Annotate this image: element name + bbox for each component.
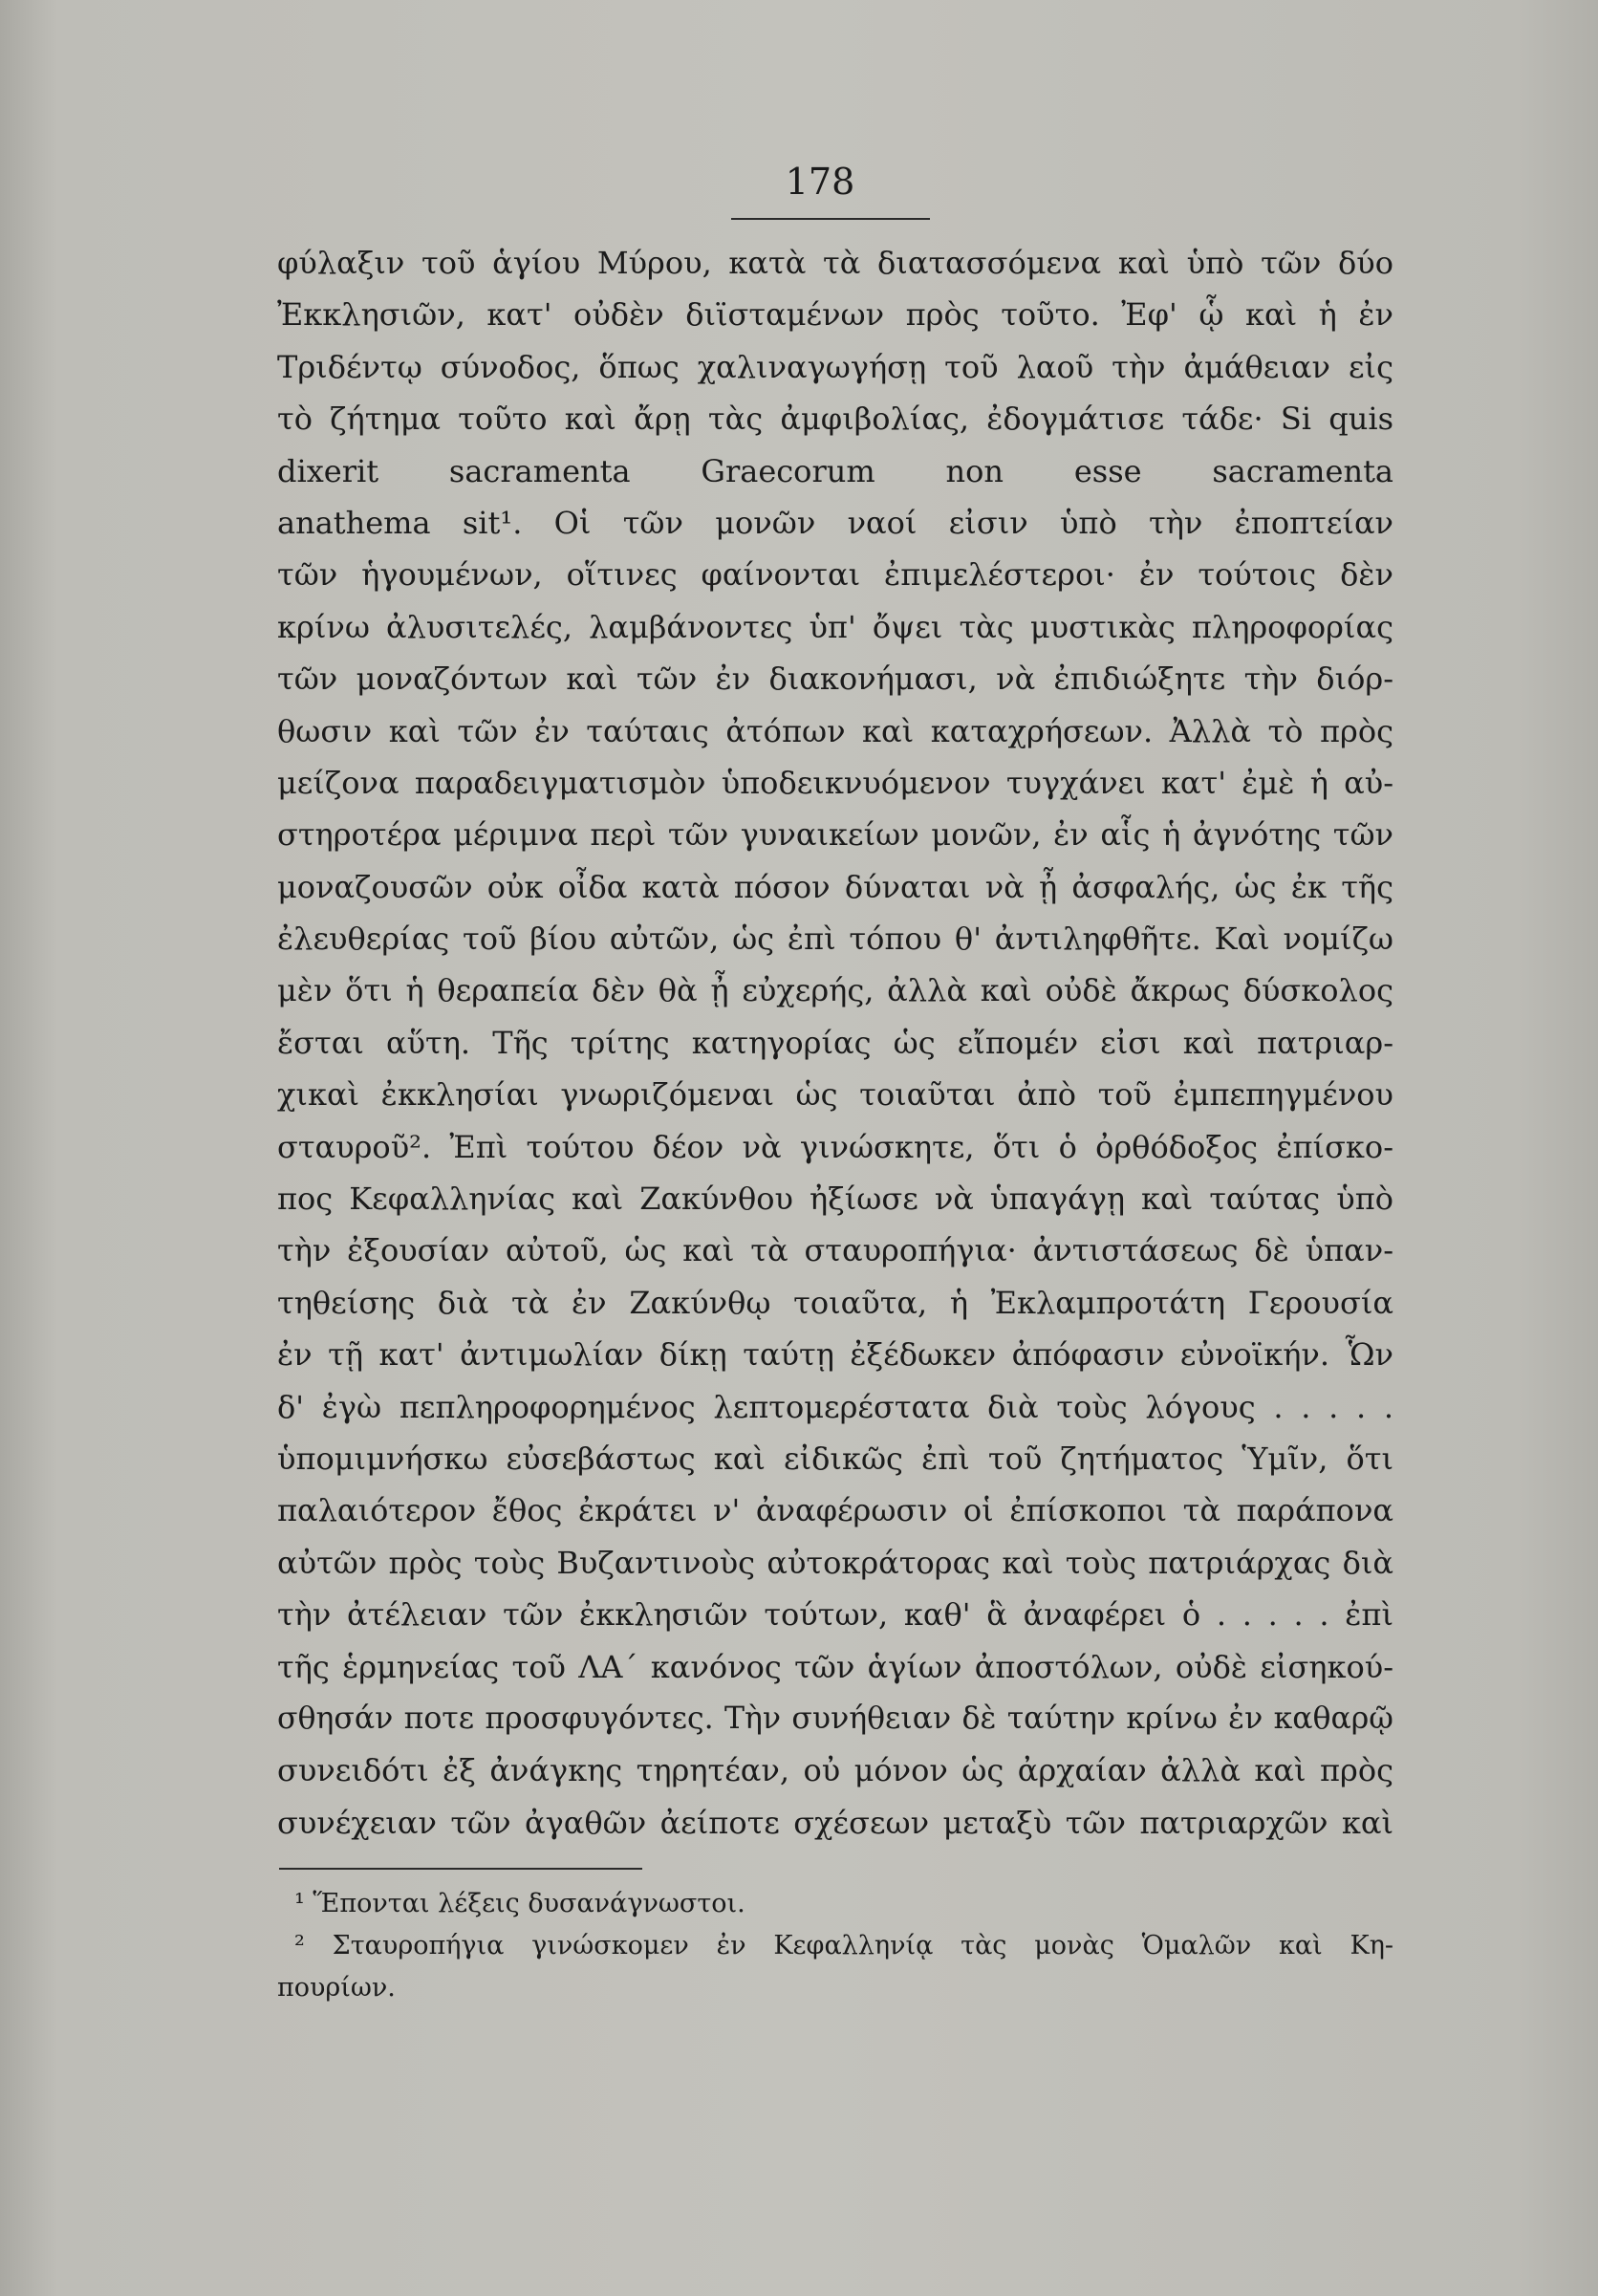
- text-line: παλαιότερον ἔθος ἐκράτει ν' ἀναφέρωσιν οἱ ἐπίσκοποι τὰ παράπονα: [277, 1492, 1393, 1529]
- text-line: Ἐκκλησιῶν, κατ' οὐδὲν διϊσταμένων πρὸς τοῦτο. Ἐφ' ᾧ καὶ ἡ ἐν: [277, 296, 1393, 334]
- text-line: anathema sit¹. Οἱ τῶν μονῶν ναοί εἰσιν ὑπὸ τὴν ἐποπτείαν: [277, 504, 1393, 541]
- text-line: τὴν ἀτέλειαν τῶν ἐκκλησιῶν τούτων, καθ' ἃ ἀναφέρει ὁ . . . . . ἐπὶ: [277, 1596, 1393, 1634]
- text-line: τῆς ἑρμηνείας τοῦ ΛΑ΄ κανόνος τῶν ἁγίων ἀποστόλων, οὐδὲ εἰσηκού-: [277, 1648, 1393, 1685]
- page-number: 178: [785, 161, 855, 203]
- header-rule: [731, 218, 930, 220]
- text-line: αὐτῶν πρὸς τοὺς Βυζαντινοὺς αὐτοκράτορας καὶ τοὺς πατριάρχας διὰ: [277, 1544, 1393, 1581]
- footnote-rule: [279, 1868, 642, 1870]
- footnote-2: ² Σταυροπήγια γινώσκομεν ἐν Κεφαλληνίᾳ τὰς μονὰς Ὁμαλῶν καὶ Κη-: [294, 1931, 1393, 1960]
- text-line: ἔσται αὕτη. Τῆς τρίτης κατηγορίας ὡς εἴπομέν εἰσι καὶ πατριαρ-: [277, 1024, 1393, 1061]
- footnote-2-continuation: πουρίων.: [277, 1973, 396, 2003]
- text-line: σταυροῦ². Ἐπὶ τούτου δέον νὰ γινώσκητε, ὅτι ὁ ὀρθόδοξος ἐπίσκο-: [277, 1128, 1393, 1165]
- text-line: τῶν ἡγουμένων, οἵτινες φαίνονται ἐπιμελέστεροι· ἐν τούτοις δὲν: [277, 556, 1393, 594]
- text-line: χικαὶ ἐκκλησίαι γνωριζόμεναι ὡς τοιαῦται ἀπὸ τοῦ ἐμπεπηγμένου: [277, 1076, 1393, 1114]
- text-line: δ' ἐγὼ πεπληροφορημένος λεπτομερέστατα διὰ τοὺς λόγους . . . . .: [277, 1388, 1393, 1425]
- text-line: μὲν ὅτι ἡ θεραπεία δὲν θὰ ᾖ εὐχερής, ἀλλὰ καὶ οὐδὲ ἄκρως δύσκολος: [277, 972, 1393, 1009]
- text-line: τὸ ζήτημα τοῦτο καὶ ἄρῃ τὰς ἀμφιβολίας, ἐδογμάτισε τάδε· Si quis: [277, 401, 1393, 438]
- text-line: τηθείσης διὰ τὰ ἐν Ζακύνθῳ τοιαῦτα, ἡ Ἐκλαμπροτάτη Γερουσία: [277, 1284, 1393, 1321]
- text-line: μοναζουσῶν οὐκ οἶδα κατὰ πόσον δύναται νὰ ᾖ ἀσφαλής, ὡς ἐκ τῆς: [277, 868, 1393, 905]
- text-line: ἐν τῇ κατ' ἀντιμωλίαν δίκῃ ταύτῃ ἐξέδωκεν ἀπόφασιν εὐνοϊκήν. Ὧν: [277, 1336, 1393, 1374]
- text-line: πος Κεφαλληνίας καὶ Ζακύνθου ἠξίωσε νὰ ὑπαγάγῃ καὶ ταύτας ὑπὸ: [277, 1180, 1393, 1218]
- text-line: στηροτέρα μέριμνα περὶ τῶν γυναικείων μονῶν, ἐν αἷς ἡ ἀγνότης τῶν: [277, 816, 1393, 854]
- text-line: κρίνω ἀλυσιτελές, λαμβάνοντες ὑπ' ὄψει τὰς μυστικὰς πληροφορίας: [277, 608, 1393, 645]
- text-line: σθησάν ποτε προσφυγόντες. Τὴν συνήθειαν δὲ ταύτην κρίνω ἐν καθαρῷ: [277, 1700, 1393, 1736]
- text-line: μείζονα παραδειγματισμὸν ὑποδεικνυόμενον τυγχάνει κατ' ἐμὲ ἡ αὐ-: [277, 764, 1393, 801]
- body-text: [277, 237, 1393, 1849]
- text-line: τῶν μοναζόντων καὶ τῶν ἐν διακονήμασι, νὰ ἐπιδιώξητε τὴν διόρ-: [277, 661, 1393, 698]
- text-line: θωσιν καὶ τῶν ἐν ταύταις ἀτόπων καὶ καταχρήσεων. Ἀλλὰ τὸ πρὸς: [277, 712, 1393, 749]
- text-line: τὴν ἐξουσίαν αὐτοῦ, ὡς καὶ τὰ σταυροπήγια· ἀντιστάσεως δὲ ὑπαν-: [277, 1232, 1393, 1269]
- text-line: Τριδέντῳ σύνοδος, ὅπως χαλιναγωγήσῃ τοῦ λαοῦ τὴν ἀμάθειαν εἰς: [277, 348, 1393, 385]
- text-line: ὑπομιμνήσκω εὐσεβάστως καὶ εἰδικῶς ἐπὶ τοῦ ζητήματος Ὑμῖν, ὅτι: [277, 1440, 1393, 1477]
- footnote-1: ¹ Ἕπονται λέξεις δυσανάγνωστοι.: [294, 1889, 745, 1918]
- text-line: dixerit sacramenta Graecorum non esse sacramenta: [277, 452, 1393, 489]
- text-line: ἐλευθερίας τοῦ βίου αὐτῶν, ὡς ἐπὶ τόπου θ' ἀντιληφθῆτε. Καὶ νομίζω: [277, 921, 1393, 958]
- text-line: συνέχειαν τῶν ἀγαθῶν ἀείποτε σχέσεων μεταξὺ τῶν πατριαρχῶν καὶ: [277, 1804, 1393, 1841]
- footnotes: [277, 1883, 1393, 2009]
- text-line: συνειδότι ἐξ ἀνάγκης τηρητέαν, οὐ μόνον ὡς ἀρχαίαν ἀλλὰ καὶ πρὸς: [277, 1752, 1393, 1789]
- text-line: φύλαξιν τοῦ ἁγίου Μύρου, κατὰ τὰ διατασσόμενα καὶ ὑπὸ τῶν δύο: [277, 245, 1393, 281]
